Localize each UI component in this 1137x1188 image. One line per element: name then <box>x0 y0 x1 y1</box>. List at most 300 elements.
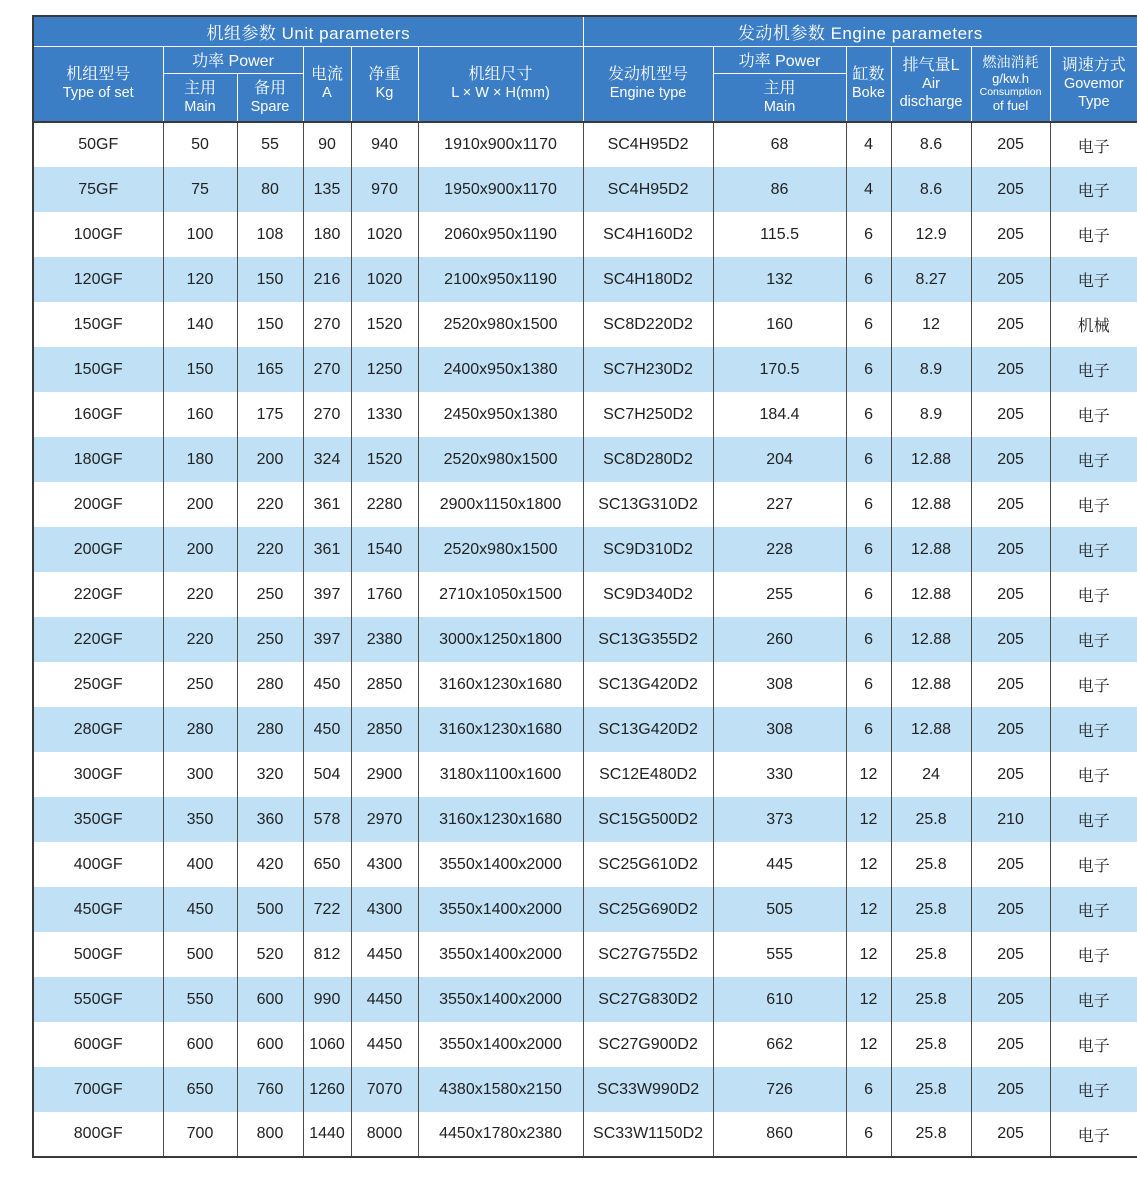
cell-engine-power-main: 227 <box>713 482 846 527</box>
governor-en1: Govemor <box>1063 76 1124 93</box>
cell-dimensions: 3160x1230x1680 <box>418 662 583 707</box>
cell-cylinders: 6 <box>846 662 891 707</box>
weight-en: Kg <box>375 85 394 102</box>
cell-type-of-set: 250GF <box>33 662 163 707</box>
displacement-zh: 排气量L <box>902 57 960 75</box>
col-header-type-of-set <box>33 46 163 122</box>
cell-engine-power-main: 228 <box>713 527 846 572</box>
cell-dimensions: 3550x1400x2000 <box>418 977 583 1022</box>
cell-engine-power-main: 260 <box>713 617 846 662</box>
cell-power-spare: 150 <box>237 257 303 302</box>
cell-power-main: 120 <box>163 257 237 302</box>
cell-weight: 940 <box>351 122 418 167</box>
displacement-en2: discharge <box>899 93 963 110</box>
cell-power-spare: 220 <box>237 482 303 527</box>
cell-fuel-consumption: 205 <box>971 842 1050 887</box>
cell-displacement: 25.8 <box>891 1112 971 1157</box>
cell-power-main: 650 <box>163 1067 237 1112</box>
cell-governor: 电子 <box>1050 347 1137 392</box>
cell-current: 504 <box>303 752 351 797</box>
cell-displacement: 12.88 <box>891 527 971 572</box>
cell-fuel-consumption: 205 <box>971 932 1050 977</box>
cell-power-main: 140 <box>163 302 237 347</box>
cell-power-spare: 250 <box>237 572 303 617</box>
cell-engine-power-main: 445 <box>713 842 846 887</box>
cell-governor: 电子 <box>1050 842 1137 887</box>
cell-type-of-set: 500GF <box>33 932 163 977</box>
table-row <box>33 347 1137 392</box>
cell-engine-type: SC9D310D2 <box>583 527 713 572</box>
table-row <box>33 707 1137 752</box>
cell-dimensions: 3550x1400x2000 <box>418 842 583 887</box>
cell-power-main: 50 <box>163 122 237 167</box>
cell-type-of-set: 150GF <box>33 347 163 392</box>
cell-power-spare: 175 <box>237 392 303 437</box>
cell-power-main: 600 <box>163 1022 237 1067</box>
cell-dimensions: 1950x900x1170 <box>418 167 583 212</box>
cell-power-main: 200 <box>163 527 237 572</box>
col-header-power-spare <box>237 73 303 122</box>
cell-type-of-set: 200GF <box>33 482 163 527</box>
cell-engine-type: SC7H250D2 <box>583 392 713 437</box>
cell-current: 722 <box>303 887 351 932</box>
cell-governor: 电子 <box>1050 392 1137 437</box>
cell-cylinders: 6 <box>846 347 891 392</box>
cell-type-of-set: 150GF <box>33 302 163 347</box>
cell-fuel-consumption: 205 <box>971 617 1050 662</box>
cell-engine-power-main: 160 <box>713 302 846 347</box>
table-row <box>33 752 1137 797</box>
engine-power-main-en: Main <box>763 98 796 115</box>
col-header-fuel-consumption <box>971 46 1050 122</box>
cell-weight: 4300 <box>351 842 418 887</box>
power-spare-en: Spare <box>250 98 290 115</box>
cell-dimensions: 3000x1250x1800 <box>418 617 583 662</box>
cell-cylinders: 4 <box>846 122 891 167</box>
cell-governor: 电子 <box>1050 1067 1137 1112</box>
cell-power-spare: 200 <box>237 437 303 482</box>
cell-engine-power-main: 330 <box>713 752 846 797</box>
col-header-power-group: 功率 Power <box>163 46 303 73</box>
col-header-engine-power-group: 功率 Power <box>713 46 846 73</box>
cell-power-spare: 55 <box>237 122 303 167</box>
cell-engine-type: SC13G420D2 <box>583 662 713 707</box>
cell-dimensions: 2060x950x1190 <box>418 212 583 257</box>
cell-power-main: 180 <box>163 437 237 482</box>
cell-power-spare: 600 <box>237 1022 303 1067</box>
weight-zh: 净重 <box>368 66 401 84</box>
cell-current: 1060 <box>303 1022 351 1067</box>
cell-displacement: 25.8 <box>891 842 971 887</box>
cell-displacement: 25.8 <box>891 932 971 977</box>
cell-dimensions: 2520x980x1500 <box>418 527 583 572</box>
cylinders-en: Boke <box>852 85 886 102</box>
cell-power-spare: 220 <box>237 527 303 572</box>
fuel-zh: 燃油消耗 <box>982 54 1039 71</box>
cell-cylinders: 6 <box>846 572 891 617</box>
cell-power-main: 550 <box>163 977 237 1022</box>
cell-fuel-consumption: 205 <box>971 122 1050 167</box>
fuel-en1: Consumption <box>979 86 1042 99</box>
table-row <box>33 932 1137 977</box>
cell-power-main: 150 <box>163 347 237 392</box>
cell-weight: 7070 <box>351 1067 418 1112</box>
cell-engine-type: SC25G610D2 <box>583 842 713 887</box>
cell-fuel-consumption: 205 <box>971 527 1050 572</box>
cell-cylinders: 6 <box>846 1112 891 1157</box>
table-row <box>33 1112 1137 1157</box>
cell-dimensions: 2900x1150x1800 <box>418 482 583 527</box>
table-row <box>33 122 1137 167</box>
cell-power-spare: 600 <box>237 977 303 1022</box>
cell-displacement: 25.8 <box>891 977 971 1022</box>
cell-displacement: 8.27 <box>891 257 971 302</box>
col-header-power-main <box>163 73 237 122</box>
cell-type-of-set: 550GF <box>33 977 163 1022</box>
cell-weight: 1540 <box>351 527 418 572</box>
cell-weight: 2850 <box>351 707 418 752</box>
cell-dimensions: 3550x1400x2000 <box>418 1022 583 1067</box>
cell-dimensions: 4380x1580x2150 <box>418 1067 583 1112</box>
cell-cylinders: 6 <box>846 527 891 572</box>
cell-engine-type: SC27G755D2 <box>583 932 713 977</box>
table-row <box>33 437 1137 482</box>
cell-power-spare: 320 <box>237 752 303 797</box>
cell-power-main: 75 <box>163 167 237 212</box>
cell-fuel-consumption: 205 <box>971 572 1050 617</box>
cell-current: 270 <box>303 302 351 347</box>
cell-engine-type: SC12E480D2 <box>583 752 713 797</box>
cell-governor: 电子 <box>1050 617 1137 662</box>
cell-displacement: 12 <box>891 302 971 347</box>
cell-type-of-set: 300GF <box>33 752 163 797</box>
cell-current: 361 <box>303 482 351 527</box>
cell-engine-power-main: 308 <box>713 707 846 752</box>
cell-current: 135 <box>303 167 351 212</box>
cell-governor: 电子 <box>1050 977 1137 1022</box>
cell-fuel-consumption: 205 <box>971 977 1050 1022</box>
cell-displacement: 8.6 <box>891 167 971 212</box>
cell-power-spare: 520 <box>237 932 303 977</box>
cell-engine-type: SC13G420D2 <box>583 707 713 752</box>
cell-engine-power-main: 726 <box>713 1067 846 1112</box>
cell-power-spare: 800 <box>237 1112 303 1157</box>
governor-en2: Type <box>1078 93 1110 110</box>
displacement-en1: Air <box>922 76 940 93</box>
cell-governor: 电子 <box>1050 797 1137 842</box>
table-row <box>33 1022 1137 1067</box>
cell-governor: 电子 <box>1050 527 1137 572</box>
table-row <box>33 482 1137 527</box>
cell-type-of-set: 160GF <box>33 392 163 437</box>
spec-table <box>32 15 1137 1158</box>
cell-engine-type: SC4H160D2 <box>583 212 713 257</box>
cell-governor: 电子 <box>1050 662 1137 707</box>
cell-power-spare: 108 <box>237 212 303 257</box>
cell-type-of-set: 350GF <box>33 797 163 842</box>
cell-weight: 2970 <box>351 797 418 842</box>
cell-power-spare: 420 <box>237 842 303 887</box>
col-header-engine-type <box>583 46 713 122</box>
cell-cylinders: 6 <box>846 482 891 527</box>
cell-weight: 2380 <box>351 617 418 662</box>
cell-type-of-set: 100GF <box>33 212 163 257</box>
cell-type-of-set: 220GF <box>33 572 163 617</box>
table-row <box>33 212 1137 257</box>
cell-fuel-consumption: 205 <box>971 392 1050 437</box>
cell-dimensions: 2400x950x1380 <box>418 347 583 392</box>
cell-power-main: 200 <box>163 482 237 527</box>
cell-fuel-consumption: 205 <box>971 887 1050 932</box>
cylinders-zh: 缸数 <box>852 66 885 84</box>
cell-governor: 电子 <box>1050 257 1137 302</box>
col-header-dimensions <box>418 46 583 122</box>
cell-displacement: 8.6 <box>891 122 971 167</box>
cell-current: 324 <box>303 437 351 482</box>
table-row <box>33 527 1137 572</box>
cell-power-main: 280 <box>163 707 237 752</box>
table-row <box>33 887 1137 932</box>
cell-dimensions: 4450x1780x2380 <box>418 1112 583 1157</box>
dimensions-en: L × W × H(mm) <box>451 85 550 102</box>
cell-power-main: 700 <box>163 1112 237 1157</box>
cell-fuel-consumption: 205 <box>971 437 1050 482</box>
cell-fuel-consumption: 205 <box>971 212 1050 257</box>
cell-engine-type: SC4H95D2 <box>583 167 713 212</box>
cell-current: 216 <box>303 257 351 302</box>
cell-type-of-set: 50GF <box>33 122 163 167</box>
cell-governor: 电子 <box>1050 572 1137 617</box>
cell-weight: 2850 <box>351 662 418 707</box>
table-row <box>33 977 1137 1022</box>
table-row <box>33 167 1137 212</box>
cell-weight: 4300 <box>351 887 418 932</box>
type-of-set-zh: 机组型号 <box>66 66 131 84</box>
cell-displacement: 12.88 <box>891 662 971 707</box>
col-header-current <box>303 46 351 122</box>
cell-fuel-consumption: 205 <box>971 1022 1050 1067</box>
cell-cylinders: 6 <box>846 707 891 752</box>
cell-current: 990 <box>303 977 351 1022</box>
cell-engine-type: SC8D280D2 <box>583 437 713 482</box>
cell-fuel-consumption: 205 <box>971 347 1050 392</box>
cell-fuel-consumption: 205 <box>971 167 1050 212</box>
governor-zh: 调速方式 <box>1061 57 1126 75</box>
cell-current: 812 <box>303 932 351 977</box>
cell-governor: 电子 <box>1050 752 1137 797</box>
cell-current: 361 <box>303 527 351 572</box>
cell-cylinders: 6 <box>846 437 891 482</box>
group-header-engine-parameters: 发动机参数 Engine parameters <box>583 16 1137 46</box>
cell-weight: 8000 <box>351 1112 418 1157</box>
cell-current: 450 <box>303 662 351 707</box>
cell-displacement: 24 <box>891 752 971 797</box>
cell-governor: 电子 <box>1050 482 1137 527</box>
cell-engine-type: SC27G830D2 <box>583 977 713 1022</box>
cell-displacement: 8.9 <box>891 392 971 437</box>
cell-weight: 970 <box>351 167 418 212</box>
cell-cylinders: 12 <box>846 752 891 797</box>
cell-power-spare: 250 <box>237 617 303 662</box>
table-row <box>33 392 1137 437</box>
table-row <box>33 257 1137 302</box>
cell-displacement: 12.88 <box>891 482 971 527</box>
current-en: A <box>322 85 332 102</box>
cell-engine-type: SC13G310D2 <box>583 482 713 527</box>
cell-weight: 1520 <box>351 302 418 347</box>
cell-governor: 电子 <box>1050 707 1137 752</box>
col-header-cylinders <box>846 46 891 122</box>
cell-displacement: 25.8 <box>891 1067 971 1112</box>
cell-weight: 1520 <box>351 437 418 482</box>
cell-displacement: 25.8 <box>891 887 971 932</box>
table-row <box>33 617 1137 662</box>
cell-displacement: 12.88 <box>891 572 971 617</box>
cell-displacement: 8.9 <box>891 347 971 392</box>
cell-displacement: 25.8 <box>891 1022 971 1067</box>
fuel-en2: of fuel <box>992 97 1029 113</box>
cell-dimensions: 2710x1050x1500 <box>418 572 583 617</box>
cell-engine-power-main: 86 <box>713 167 846 212</box>
cell-current: 397 <box>303 617 351 662</box>
cell-cylinders: 12 <box>846 842 891 887</box>
cell-power-main: 220 <box>163 617 237 662</box>
cell-fuel-consumption: 210 <box>971 797 1050 842</box>
cell-current: 397 <box>303 572 351 617</box>
cell-power-main: 400 <box>163 842 237 887</box>
cell-fuel-consumption: 205 <box>971 752 1050 797</box>
cell-cylinders: 6 <box>846 1067 891 1112</box>
cell-type-of-set: 400GF <box>33 842 163 887</box>
power-spare-zh: 备用 <box>253 79 286 97</box>
cell-current: 1440 <box>303 1112 351 1157</box>
cell-engine-type: SC4H180D2 <box>583 257 713 302</box>
cell-cylinders: 12 <box>846 977 891 1022</box>
cell-engine-power-main: 115.5 <box>713 212 846 257</box>
cell-governor: 电子 <box>1050 122 1137 167</box>
col-header-engine-power-main <box>713 73 846 122</box>
cell-weight: 2280 <box>351 482 418 527</box>
fuel-unit: g/kw.h <box>992 70 1029 86</box>
cell-engine-type: SC8D220D2 <box>583 302 713 347</box>
cell-displacement: 25.8 <box>891 797 971 842</box>
cell-current: 180 <box>303 212 351 257</box>
cell-current: 578 <box>303 797 351 842</box>
cell-current: 270 <box>303 392 351 437</box>
cell-power-spare: 760 <box>237 1067 303 1112</box>
cell-type-of-set: 180GF <box>33 437 163 482</box>
current-zh: 电流 <box>310 66 343 84</box>
cell-dimensions: 3160x1230x1680 <box>418 707 583 752</box>
cell-current: 650 <box>303 842 351 887</box>
cell-weight: 4450 <box>351 932 418 977</box>
cell-engine-power-main: 184.4 <box>713 392 846 437</box>
cell-power-spare: 280 <box>237 707 303 752</box>
cell-fuel-consumption: 205 <box>971 1067 1050 1112</box>
group-header-unit-parameters: 机组参数 Unit parameters <box>33 16 583 46</box>
cell-governor: 电子 <box>1050 1022 1137 1067</box>
power-main-zh: 主用 <box>183 79 216 97</box>
cell-engine-power-main: 373 <box>713 797 846 842</box>
cell-engine-type: SC27G900D2 <box>583 1022 713 1067</box>
cell-type-of-set: 600GF <box>33 1022 163 1067</box>
cell-engine-type: SC7H230D2 <box>583 347 713 392</box>
cell-engine-type: SC33W990D2 <box>583 1067 713 1112</box>
power-main-en: Main <box>184 98 216 115</box>
cell-current: 270 <box>303 347 351 392</box>
cell-type-of-set: 120GF <box>33 257 163 302</box>
cell-engine-power-main: 308 <box>713 662 846 707</box>
cell-governor: 电子 <box>1050 1112 1137 1157</box>
cell-type-of-set: 75GF <box>33 167 163 212</box>
cell-fuel-consumption: 205 <box>971 662 1050 707</box>
cell-weight: 4450 <box>351 1022 418 1067</box>
cell-power-spare: 280 <box>237 662 303 707</box>
cell-power-main: 100 <box>163 212 237 257</box>
cell-power-spare: 165 <box>237 347 303 392</box>
cell-weight: 1330 <box>351 392 418 437</box>
cell-engine-type: SC9D340D2 <box>583 572 713 617</box>
cell-cylinders: 6 <box>846 392 891 437</box>
table-row <box>33 842 1137 887</box>
cell-fuel-consumption: 205 <box>971 482 1050 527</box>
cell-power-main: 220 <box>163 572 237 617</box>
cell-fuel-consumption: 205 <box>971 257 1050 302</box>
cell-cylinders: 12 <box>846 932 891 977</box>
cell-cylinders: 12 <box>846 887 891 932</box>
cell-engine-power-main: 170.5 <box>713 347 846 392</box>
engine-type-zh: 发动机型号 <box>608 66 689 84</box>
cell-engine-type: SC4H95D2 <box>583 122 713 167</box>
cell-engine-power-main: 610 <box>713 977 846 1022</box>
col-header-governor <box>1050 46 1137 122</box>
cell-cylinders: 12 <box>846 797 891 842</box>
cell-displacement: 12.9 <box>891 212 971 257</box>
cell-governor: 电子 <box>1050 167 1137 212</box>
cell-dimensions: 2520x980x1500 <box>418 437 583 482</box>
cell-dimensions: 2100x950x1190 <box>418 257 583 302</box>
cell-fuel-consumption: 205 <box>971 1112 1050 1157</box>
cell-current: 1260 <box>303 1067 351 1112</box>
cell-weight: 4450 <box>351 977 418 1022</box>
cell-current: 90 <box>303 122 351 167</box>
cell-dimensions: 3550x1400x2000 <box>418 887 583 932</box>
cell-governor: 电子 <box>1050 212 1137 257</box>
table-row <box>33 572 1137 617</box>
cell-engine-power-main: 662 <box>713 1022 846 1067</box>
cell-engine-power-main: 255 <box>713 572 846 617</box>
cell-fuel-consumption: 205 <box>971 707 1050 752</box>
cell-displacement: 12.88 <box>891 437 971 482</box>
dimensions-zh: 机组尺寸 <box>468 66 533 84</box>
cell-power-main: 250 <box>163 662 237 707</box>
cell-cylinders: 4 <box>846 167 891 212</box>
cell-type-of-set: 280GF <box>33 707 163 752</box>
cell-engine-type: SC13G355D2 <box>583 617 713 662</box>
cell-dimensions: 2520x980x1500 <box>418 302 583 347</box>
cell-weight: 1760 <box>351 572 418 617</box>
cell-type-of-set: 220GF <box>33 617 163 662</box>
cell-cylinders: 6 <box>846 617 891 662</box>
cell-dimensions: 1910x900x1170 <box>418 122 583 167</box>
cell-governor: 电子 <box>1050 887 1137 932</box>
cell-engine-power-main: 204 <box>713 437 846 482</box>
cell-engine-type: SC33W1150D2 <box>583 1112 713 1157</box>
cell-cylinders: 6 <box>846 257 891 302</box>
cell-power-spare: 360 <box>237 797 303 842</box>
engine-type-en: Engine type <box>609 85 687 102</box>
cell-power-spare: 150 <box>237 302 303 347</box>
